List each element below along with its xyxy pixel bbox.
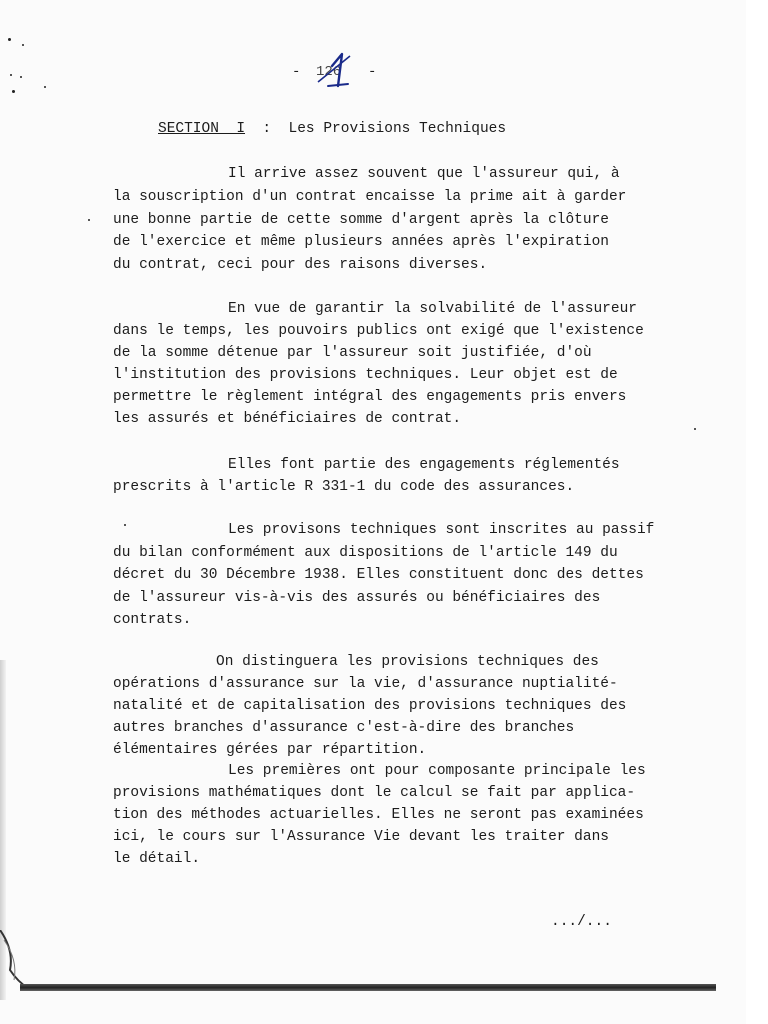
text-line: On distinguera les provisions techniques des xyxy=(216,654,599,670)
text-line: tion des méthodes actuarielles. Elles ne seront pas examinées xyxy=(113,807,644,823)
text-line: opérations d'assurance sur la vie, d'assurance nuptialité- xyxy=(113,676,618,692)
right-margin xyxy=(746,0,768,1024)
text-line: permettre le règlement intégral des engagements pris envers xyxy=(113,389,627,405)
section-heading xyxy=(158,121,506,137)
page-number-original: 126 xyxy=(316,64,342,80)
text-line: de la somme détenue par l'assureur soit justifiée, d'où xyxy=(113,345,592,361)
margin-speck xyxy=(20,76,22,78)
margin-speck xyxy=(12,90,15,93)
margin-speck xyxy=(44,86,46,88)
text-line: de l'assureur vis-à-vis des assurés ou bénéficiaires des xyxy=(113,590,601,606)
scan-bottom-bar xyxy=(20,984,716,991)
text-line: provisions mathématiques dont le calcul se fait par applica- xyxy=(113,785,636,801)
text-line: autres branches d'assurance c'est-à-dire des branches xyxy=(113,720,575,736)
text-line: Elles font partie des engagements réglementés xyxy=(228,457,620,473)
page-number-dash-right: - xyxy=(368,64,377,80)
margin-speck xyxy=(694,428,696,430)
text-line: la souscription d'un contrat encaisse la prime ait à garder xyxy=(113,189,627,205)
margin-speck xyxy=(124,524,126,526)
continuation-marker: .../... xyxy=(551,914,612,930)
margin-speck xyxy=(22,44,24,46)
text-line: du contrat, ceci pour des raisons diverses. xyxy=(113,257,488,273)
text-line: Les provisons techniques sont inscrites au passif xyxy=(228,522,655,538)
handwritten-page-number xyxy=(310,48,360,92)
text-line: ici, le cours sur l'Assurance Vie devant les traiter dans xyxy=(113,829,609,845)
page-number-dash-left: - xyxy=(292,64,301,80)
text-line: dans le temps, les pouvoirs publics ont exigé que l'existence xyxy=(113,323,644,339)
text-line: du bilan conformément aux dispositions de l'article 149 du xyxy=(113,545,618,561)
text-line: une bonne partie de cette somme d'argent après la clôture xyxy=(113,212,609,228)
text-line: décret du 30 Décembre 1938. Elles constituent donc des dettes xyxy=(113,567,644,583)
text-line: de l'exercice et même plusieurs années après l'expiration xyxy=(113,234,609,250)
text-line: Les premières ont pour composante principale les xyxy=(228,763,646,779)
margin-speck xyxy=(88,219,90,221)
text-line: prescrits à l'article R 331-1 du code des assurances. xyxy=(113,479,575,495)
section-label: SECTION I xyxy=(158,121,246,137)
text-line: En vue de garantir la solvabilité de l'assureur xyxy=(228,301,637,317)
text-line: élémentaires gérées par répartition. xyxy=(113,742,427,758)
margin-speck xyxy=(10,74,12,76)
page-number xyxy=(292,62,382,88)
section-title: Les Provisions Techniques xyxy=(288,121,507,137)
text-line: natalité et de capitalisation des provisions techniques des xyxy=(113,698,627,714)
text-line: le détail. xyxy=(113,851,201,867)
text-line: Il arrive assez souvent que l'assureur qui, à xyxy=(228,166,620,182)
text-line: contrats. xyxy=(113,612,192,628)
text-line: l'institution des provisions techniques. Leur objet est de xyxy=(113,367,618,383)
scan-corner-artifact xyxy=(0,930,40,990)
text-line: les assurés et bénéficiaires de contrat. xyxy=(113,411,462,427)
section-separator: : xyxy=(262,121,272,137)
margin-speck xyxy=(8,38,11,41)
